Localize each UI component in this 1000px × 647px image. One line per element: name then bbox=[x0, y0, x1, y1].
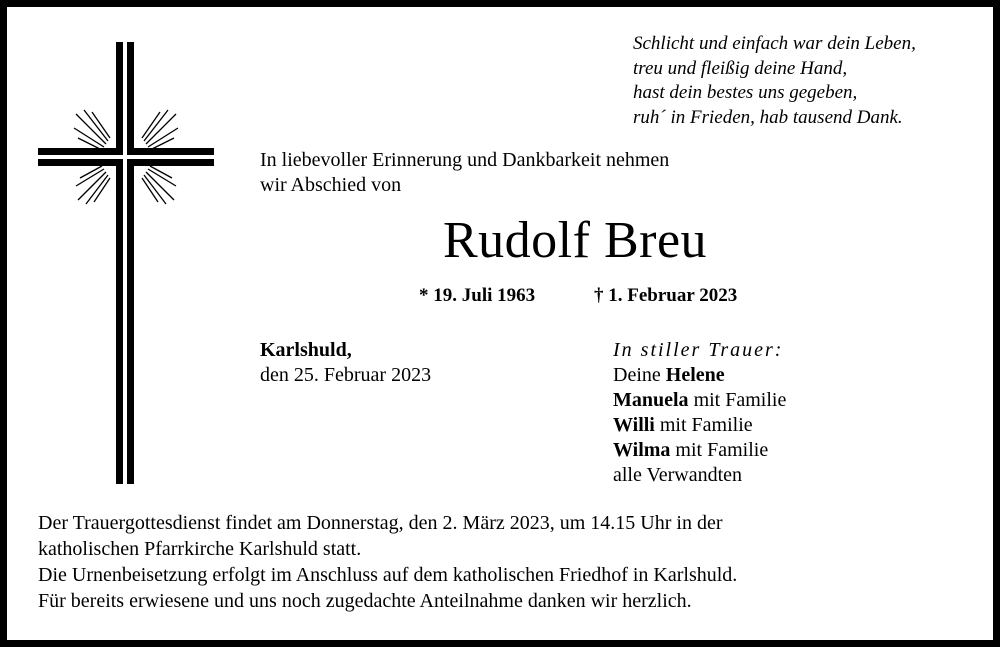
place-town: Karlshuld, bbox=[260, 339, 352, 361]
place-and-date bbox=[260, 338, 431, 388]
mourner-pre: alle Verwandten bbox=[613, 464, 743, 486]
footer-line: Der Trauergottesdienst findet am Donnerstag, den 2. März 2023, um 14.15 Uhr in der bbox=[38, 512, 723, 534]
poem-line: Schlicht und einfach war dein Leben, bbox=[633, 33, 916, 54]
service-information bbox=[38, 510, 737, 614]
intro-text bbox=[260, 148, 669, 198]
mourners-list bbox=[613, 338, 786, 488]
poem bbox=[633, 32, 916, 130]
deceased-name: Rudolf Breu bbox=[443, 212, 708, 269]
radiant-cross-icon bbox=[36, 40, 216, 485]
poem-line: ruh´ in Frieden, hab tausend Dank. bbox=[633, 106, 903, 128]
place-date: den 25. Februar 2023 bbox=[260, 364, 432, 386]
mourners-heading: In stiller Trauer: bbox=[613, 339, 784, 361]
mourner-row bbox=[613, 363, 786, 388]
birth-date: * 19. Juli 1963 bbox=[419, 285, 536, 306]
footer-line: katholischen Pfarrkirche Karlshuld statt. bbox=[38, 538, 362, 560]
mourner-row bbox=[613, 438, 786, 463]
mourner-name: Manuela bbox=[613, 389, 689, 411]
footer-line: Die Urnenbeisetzung erfolgt im Anschluss auf dem katholischen Friedhof in Karlshuld. bbox=[38, 564, 738, 586]
mourner-row bbox=[613, 463, 786, 488]
intro-line: wir Abschied von bbox=[260, 174, 402, 196]
mourner-name: Willi bbox=[613, 414, 655, 436]
footer-line: Für bereits erwiesene und uns noch zugedachte Anteilnahme danken wir herzlich. bbox=[38, 590, 692, 612]
intro-line: In liebevoller Erinnerung und Dankbarkeit nehmen bbox=[260, 149, 670, 171]
mourner-row bbox=[613, 413, 786, 438]
mourner-name: Wilma bbox=[613, 439, 671, 461]
mourner-name: Helene bbox=[665, 364, 725, 386]
mourner-row bbox=[613, 388, 786, 413]
poem-line: hast dein bestes uns gegeben, bbox=[633, 82, 858, 103]
mourner-pre: Deine bbox=[613, 364, 666, 386]
death-date: † 1. Februar 2023 bbox=[594, 285, 738, 306]
mourner-post: mit Familie bbox=[670, 439, 769, 461]
mourner-post: mit Familie bbox=[688, 389, 787, 411]
poem-line: treu und fleißig deine Hand, bbox=[633, 57, 848, 79]
mourner-post: mit Familie bbox=[654, 414, 753, 436]
